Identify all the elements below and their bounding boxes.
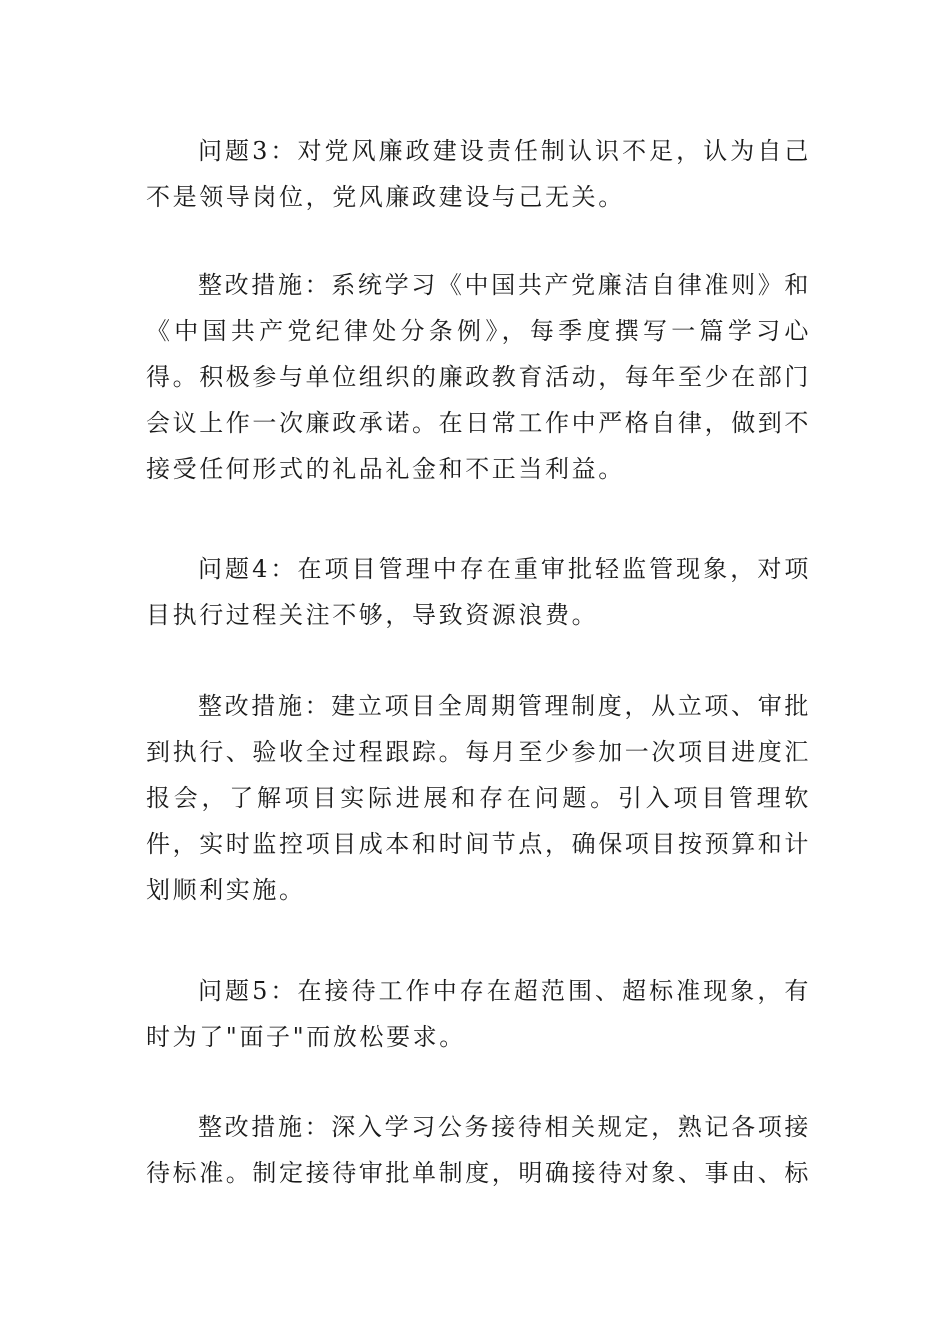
problem-5-paragraph: 问题5：在接待工作中存在超范围、超标准现象，有时为了"面子"而放松要求。 xyxy=(146,977,811,1051)
rectification-3-paragraph: 整改措施：系统学习《中国共产党廉洁自律准则》和《中国共产党纪律处分条例》，每季度撰写一篇学习心得。积极参与单位组织的廉政教育活动，每年至少在部门会议上作一次廉政承诺。在日常工作中严格自律，做到不接受任何形式的礼品礼金和不正当利益。 xyxy=(146,271,811,483)
rectification-5-paragraph: 整改措施：深入学习公务接待相关规定，熟记各项接待标准。制定接待审批单制度，明确接待对象、事由、标 xyxy=(146,1113,811,1187)
problem-4-paragraph: 问题4：在项目管理中存在重审批轻监管现象，对项目执行过程关注不够，导致资源浪费。 xyxy=(146,555,811,629)
problem-3-paragraph: 问题3：对党风廉政建设责任制认识不足，认为自己不是领导岗位，党风廉政建设与己无关。 xyxy=(146,137,811,211)
rectification-4-paragraph: 整改措施：建立项目全周期管理制度，从立项、审批到执行、验收全过程跟踪。每月至少参加一次项目进度汇报会，了解项目实际进展和存在问题。引入项目管理软件，实时监控项目成本和时间节点，确保项目按预算和计划顺利实施。 xyxy=(146,692,811,904)
